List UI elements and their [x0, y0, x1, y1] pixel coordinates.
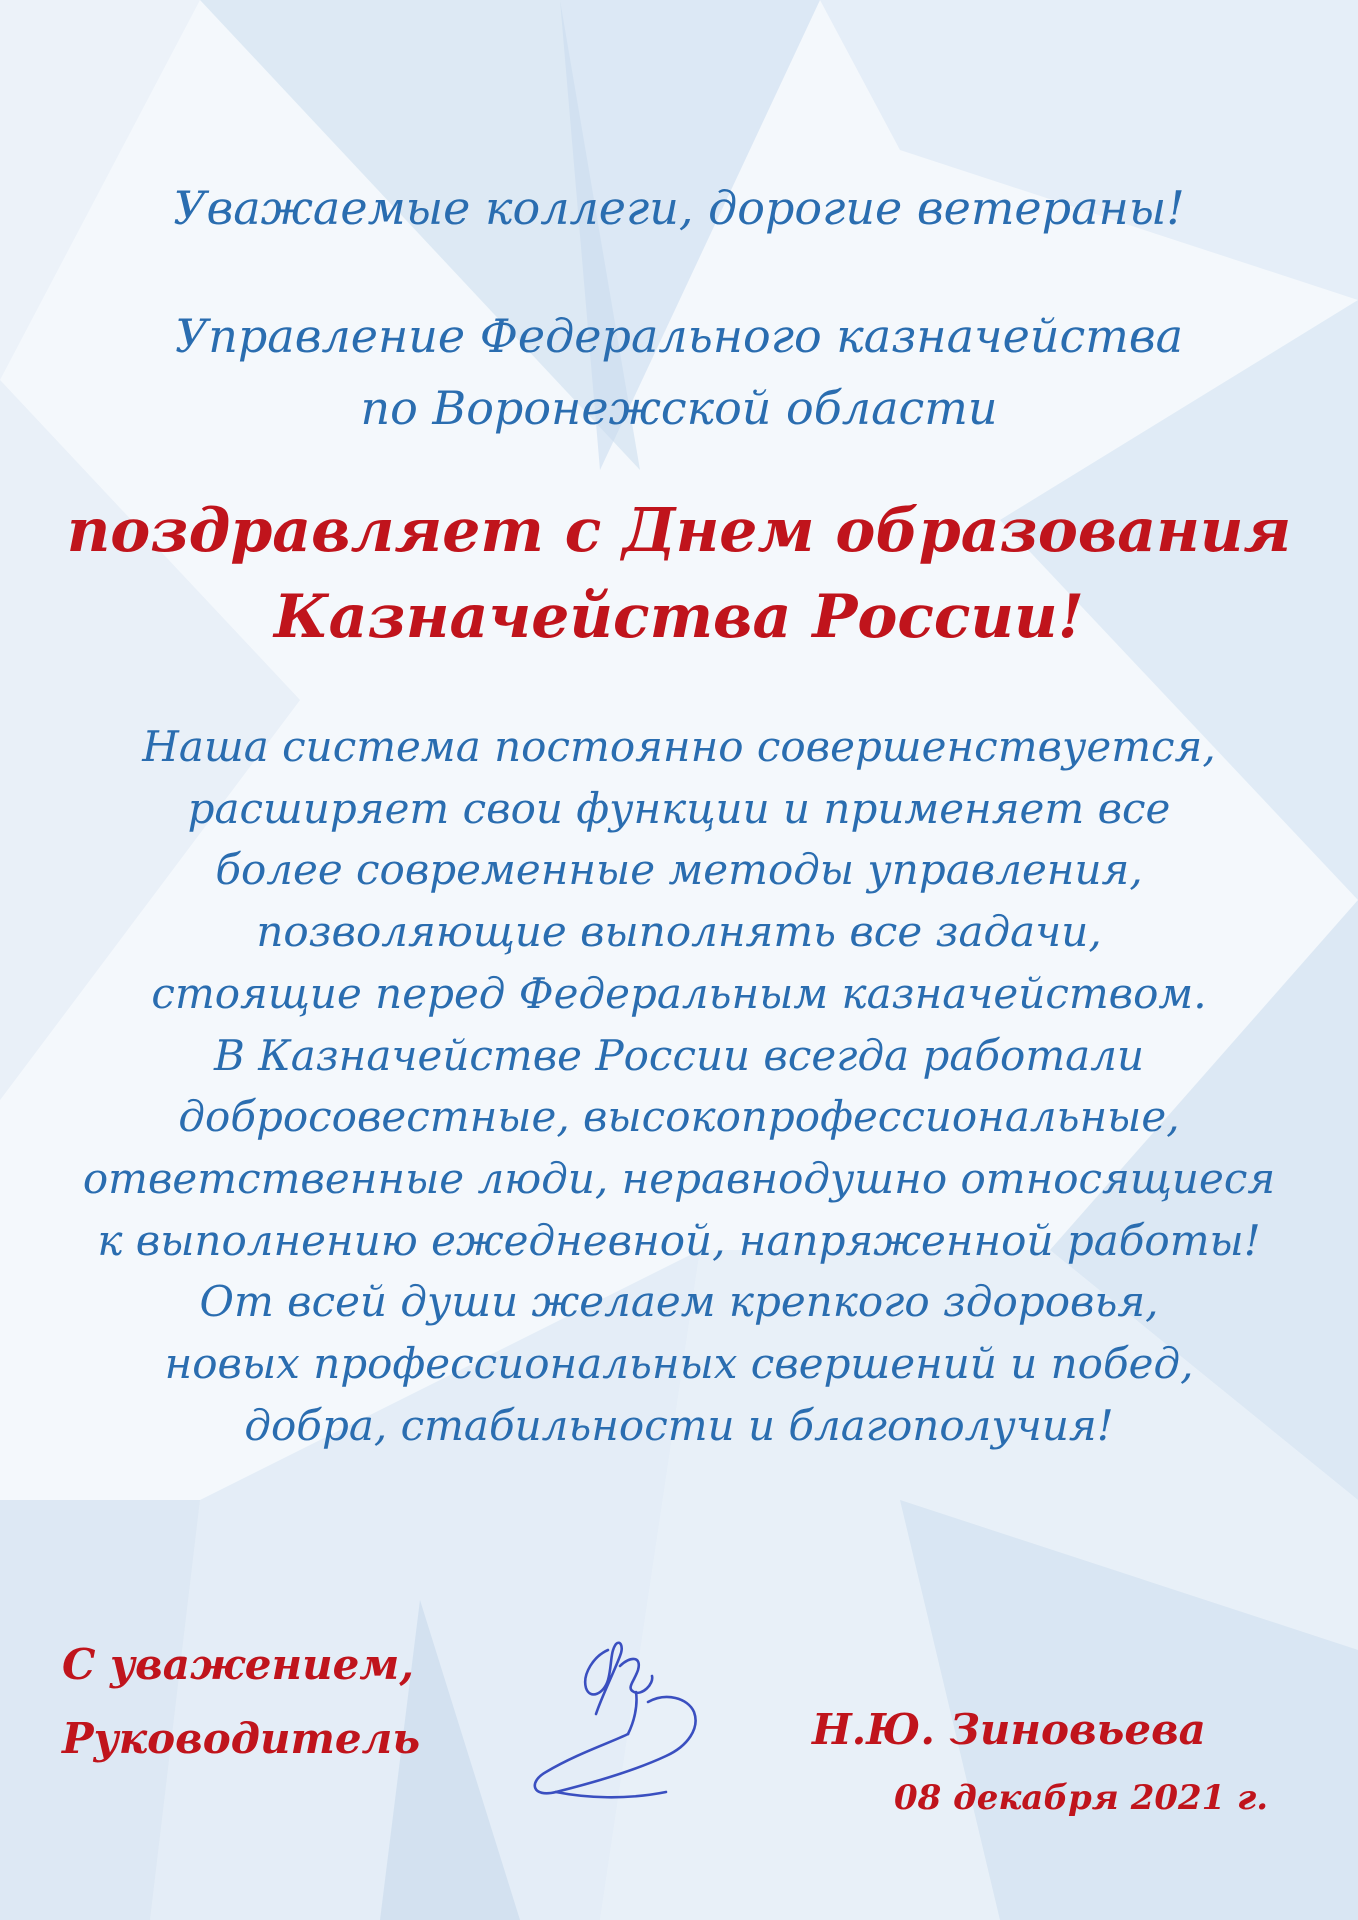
- signer-name: Н.Ю. Зиновьева: [812, 1705, 1206, 1754]
- closing-line: Руководитель: [62, 1714, 421, 1763]
- body-line: В Казначействе России всегда работали: [213, 1030, 1144, 1080]
- body-line: добра, стабильности и благополучия!: [244, 1400, 1114, 1450]
- body-line: Наша система постоянно совершенствуется,: [142, 722, 1216, 771]
- closing-block: [62, 1628, 420, 1776]
- letter-date: 08 декабря 2021 г.: [894, 1778, 1269, 1818]
- body-line: ответственные люди, неравнодушно относящиеся: [82, 1153, 1276, 1203]
- handwritten-signature: [516, 1622, 722, 1812]
- organization-line: Управление Федерального казначейства: [174, 309, 1184, 363]
- letter-body: [0, 716, 1358, 1456]
- organization-heading: [0, 300, 1358, 444]
- body-line: более современные методы управления,: [215, 845, 1143, 895]
- body-line: новых профессиональных свершений и побед,: [164, 1339, 1194, 1389]
- body-line: к выполнению ежедневной, напряженной работы!: [97, 1215, 1261, 1265]
- closing-line: С уважением,: [62, 1640, 414, 1689]
- congratulation-line: Казначейства России!: [273, 582, 1085, 652]
- organization-line: по Воронежской области: [360, 381, 998, 435]
- body-line: позволяющие выполнять все задачи,: [256, 907, 1102, 957]
- body-line: стоящие перед Федеральным казначейством.: [151, 968, 1207, 1018]
- greeting-text: Уважаемые коллеги, дорогие ветераны!: [173, 181, 1185, 235]
- congratulation-line: поздравляет с Днем образования: [66, 496, 1292, 566]
- body-line: добросовестные, высокопрофессиональные,: [178, 1092, 1180, 1142]
- congratulation-heading: [0, 488, 1358, 660]
- body-line: расширяет свои функции и применяет все: [187, 783, 1171, 833]
- body-line: От всей души желаем крепкого здоровья,: [199, 1277, 1159, 1327]
- greeting-heading: [0, 180, 1358, 236]
